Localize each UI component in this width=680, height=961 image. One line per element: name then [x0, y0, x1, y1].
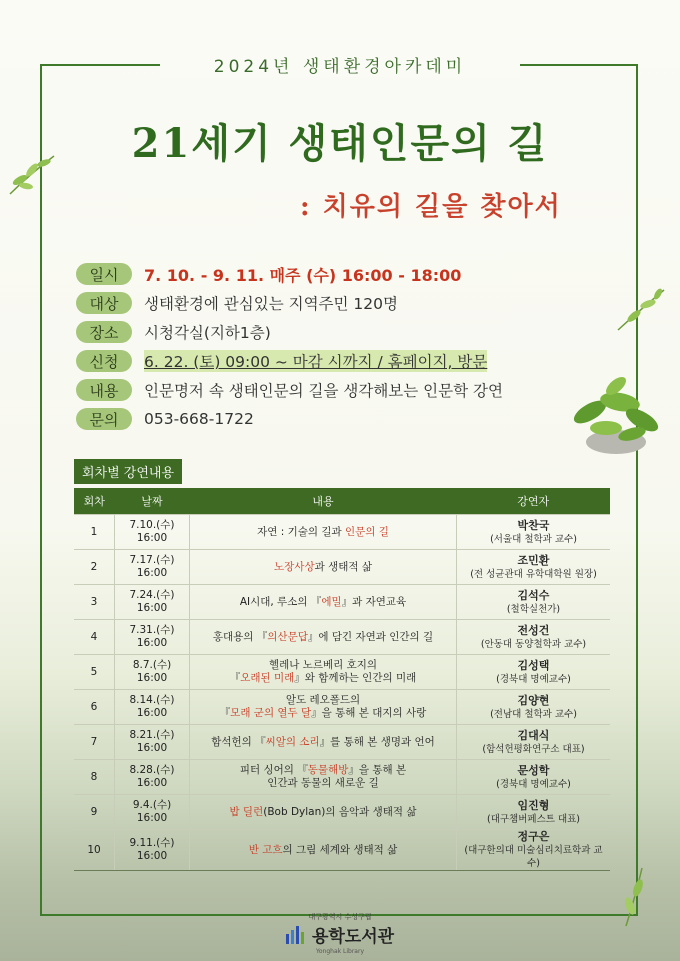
cell-text: 9.11.(수) [129, 837, 175, 849]
cell-text: (전남대 철학과 교수) [490, 708, 577, 720]
table-row [74, 760, 610, 795]
cell-speaker [457, 830, 611, 871]
cell-content [190, 655, 457, 690]
info-tag: 내용 [76, 379, 132, 401]
cell-date [115, 795, 190, 830]
info-value: 인문명저 속 생태인문의 길을 생각해보는 인문학 강연 [144, 382, 503, 400]
table-row [74, 550, 610, 585]
cell-speaker [457, 655, 611, 690]
cell-text: 『 [219, 707, 231, 719]
cell-text: (Bob Dylan)의 음악과 생태적 삶 [263, 805, 417, 818]
cell-speaker [457, 725, 611, 760]
cell-text: 3 [90, 595, 98, 608]
cell-text: 홍대용의 『 [212, 630, 268, 643]
cell-content [190, 690, 457, 725]
cell-text: 헬레나 노르베리 호지의 [268, 659, 378, 671]
cell-text: 과 생태적 삶 [314, 560, 372, 573]
cell-content [190, 515, 457, 550]
cell-text: (함석헌평화연구소 대표) [482, 743, 585, 755]
cell-text: 4 [90, 630, 98, 643]
cell-number [74, 585, 115, 620]
cell-text: 동물해방 [307, 764, 349, 776]
cell-speaker [457, 585, 611, 620]
table-row [74, 655, 610, 690]
info-row-apply [76, 349, 503, 373]
cell-text: 오래된 미래 [240, 672, 295, 684]
right-leaf-sprig-icon [614, 284, 668, 334]
cell-text: 16:00 [136, 602, 168, 614]
cell-text: 7.10.(수) [129, 519, 175, 531]
cell-speaker [457, 620, 611, 655]
column-header: 날짜 [115, 488, 190, 515]
cell-text: 피터 싱어의 『 [239, 764, 308, 776]
cell-text: 자연 : 기술의 길과 [257, 525, 345, 538]
cell-text: 16:00 [136, 850, 168, 862]
cell-number [74, 655, 115, 690]
cell-speaker [457, 550, 611, 585]
info-tag: 신청 [76, 350, 132, 372]
info-block [76, 262, 503, 436]
cell-text: 16:00 [136, 742, 168, 754]
cell-text: 10 [87, 843, 101, 856]
cell-text: 알도 레오폴드의 [285, 694, 361, 706]
cell-text: 8.21.(수) [129, 729, 175, 741]
cell-text: 2 [90, 560, 98, 573]
potted-plant-icon [560, 372, 670, 468]
cell-text: 』을 통해 본 [348, 764, 407, 776]
cell-text: 김석수 [517, 588, 550, 602]
schedule-table [74, 488, 610, 871]
cell-text: 』에 담긴 자연과 인간의 길 [307, 630, 434, 643]
cell-content [190, 795, 457, 830]
column-header: 회차 [74, 488, 115, 515]
column-header: 강연자 [457, 488, 611, 515]
cell-text: 』와 함께하는 인간의 미래 [294, 672, 417, 684]
info-value: 생태환경에 관심있는 지역주민 120명 [144, 295, 398, 313]
cell-date [115, 725, 190, 760]
cell-text: 8.7.(수) [132, 659, 172, 671]
table-row [74, 690, 610, 725]
library-bars-icon [286, 926, 308, 944]
cell-text: 8.14.(수) [129, 694, 175, 706]
cell-text: 박찬국 [517, 518, 550, 532]
cell-text: 함석헌의 『 [211, 735, 266, 748]
table-row [74, 585, 610, 620]
info-row-contact [76, 407, 503, 431]
cell-text: (서울대 철학과 교수) [490, 533, 577, 545]
info-value: 053-668-1722 [144, 410, 254, 428]
info-tag: 대상 [76, 292, 132, 314]
logo-org: 대구광역시 수성구립 [308, 913, 372, 921]
cell-text: 16:00 [136, 812, 168, 824]
cell-text: 김대식 [517, 728, 550, 742]
info-row-date [76, 262, 503, 286]
cell-text: 9.4.(수) [132, 799, 172, 811]
cell-text: 16:00 [136, 637, 168, 649]
cell-text: 16:00 [136, 672, 168, 684]
cell-text: 16:00 [136, 777, 168, 789]
schedule-label: 회차별 강연내용 [74, 459, 182, 484]
logo-sub: Yonghak Library [316, 947, 364, 955]
cell-text: 9 [90, 805, 98, 818]
logo-name: 용학도서관 [311, 927, 395, 947]
info-tag: 장소 [76, 321, 132, 343]
cell-text: 김성택 [517, 658, 550, 672]
column-header: 내용 [190, 488, 457, 515]
info-tag: 문의 [76, 408, 132, 430]
info-row-place [76, 320, 503, 344]
cell-text: 반 고흐 [248, 843, 283, 856]
cell-text: 밥 딜런 [229, 805, 264, 818]
left-leaf-sprig-icon [6, 150, 58, 198]
cell-speaker [457, 760, 611, 795]
cell-text: 8.28.(수) [129, 764, 175, 776]
cell-date [115, 655, 190, 690]
cell-text: 조민환 [517, 553, 550, 567]
cell-text: (대구챔버페스트 대표) [486, 813, 581, 825]
cell-text: 16:00 [136, 707, 168, 719]
cell-text: 』를 통해 본 생명과 언어 [319, 735, 435, 748]
table-body [74, 515, 610, 871]
info-value: 7. 10. - 9. 11. 매주 (수) 16:00 - 18:00 [144, 265, 462, 285]
cell-text: 16:00 [136, 532, 168, 544]
info-row-content [76, 378, 503, 402]
library-logo [0, 912, 680, 955]
cell-text: (경북대 명예교수) [496, 778, 571, 790]
cell-text: AI시대, 루소의 『 [239, 595, 322, 608]
cell-date [115, 690, 190, 725]
cell-number [74, 550, 115, 585]
main-title: 21세기 생태인문의 길 [131, 120, 549, 167]
info-value: 6. 22. (토) 09:00 ~ 마감 시까지 / 홈페이지, 방문 [144, 350, 487, 372]
cell-speaker [457, 515, 611, 550]
cell-text: 모래 군의 열두 달 [230, 707, 312, 719]
cell-text: 7.31.(수) [129, 624, 175, 636]
cell-text: 7 [90, 735, 98, 748]
cell-text: 』을 통해 본 대지의 사랑 [311, 707, 427, 719]
cell-text: 7.17.(수) [129, 554, 175, 566]
subtitle: : 치유의 길을 찾아서 [300, 192, 562, 222]
cell-number [74, 620, 115, 655]
cell-text: 8 [90, 770, 98, 783]
cell-text: 노장사상 [274, 560, 315, 573]
cell-text: 』과 자연교육 [341, 595, 407, 608]
cell-date [115, 550, 190, 585]
cell-content [190, 760, 457, 795]
cell-content [190, 620, 457, 655]
cell-text: (대구한의대 미술심리치료학과 교수) [464, 845, 603, 869]
cell-text: 정구은 [517, 830, 550, 843]
cell-date [115, 830, 190, 871]
cell-speaker [457, 795, 611, 830]
table-row [74, 830, 610, 871]
table-row [74, 620, 610, 655]
cell-text: 의산문답 [267, 630, 308, 643]
table-row [74, 795, 610, 830]
cell-date [115, 760, 190, 795]
cell-text: 씨알의 소리 [265, 735, 320, 748]
cell-text: 문성학 [517, 763, 550, 777]
cell-text: (안동대 동양철학과 교수) [480, 638, 587, 650]
cell-text: 5 [90, 665, 98, 678]
cell-number [74, 830, 115, 871]
cell-text: 에밀 [321, 595, 342, 608]
cell-content [190, 585, 457, 620]
cell-number [74, 725, 115, 760]
cell-number [74, 690, 115, 725]
cell-text: (철학실천가) [506, 603, 561, 615]
academy-title: 2024년 생태환경아카데미 [160, 52, 520, 77]
cell-text: 16:00 [136, 567, 168, 579]
cell-date [115, 585, 190, 620]
cell-text: 6 [90, 700, 98, 713]
info-row-target [76, 291, 503, 315]
cell-date [115, 515, 190, 550]
cell-text: 의 그림 세계와 생태적 삶 [282, 843, 398, 856]
cell-text: 1 [90, 525, 98, 538]
table-row [74, 515, 610, 550]
cell-speaker [457, 690, 611, 725]
cell-text: (경북대 명예교수) [496, 673, 571, 685]
cell-number [74, 515, 115, 550]
cell-text: 7.24.(수) [129, 589, 175, 601]
table-header-row [74, 488, 610, 515]
cell-number [74, 760, 115, 795]
cell-text: 김양현 [517, 693, 550, 707]
cell-date [115, 620, 190, 655]
table-row [74, 725, 610, 760]
cell-number [74, 795, 115, 830]
cell-text: 임진형 [517, 798, 550, 812]
cell-content [190, 725, 457, 760]
cell-text: 인간과 동물의 새로운 길 [267, 777, 379, 789]
cell-content [190, 550, 457, 585]
cell-text: (전 성균관대 유학대학원 원장) [470, 568, 597, 580]
cell-text: 인문의 길 [344, 525, 389, 538]
info-tag: 일시 [76, 263, 132, 285]
cell-text: 『 [229, 672, 241, 684]
cell-content [190, 830, 457, 871]
info-value: 시청각실(지하1층) [144, 324, 271, 342]
cell-text: 전성건 [517, 623, 550, 637]
